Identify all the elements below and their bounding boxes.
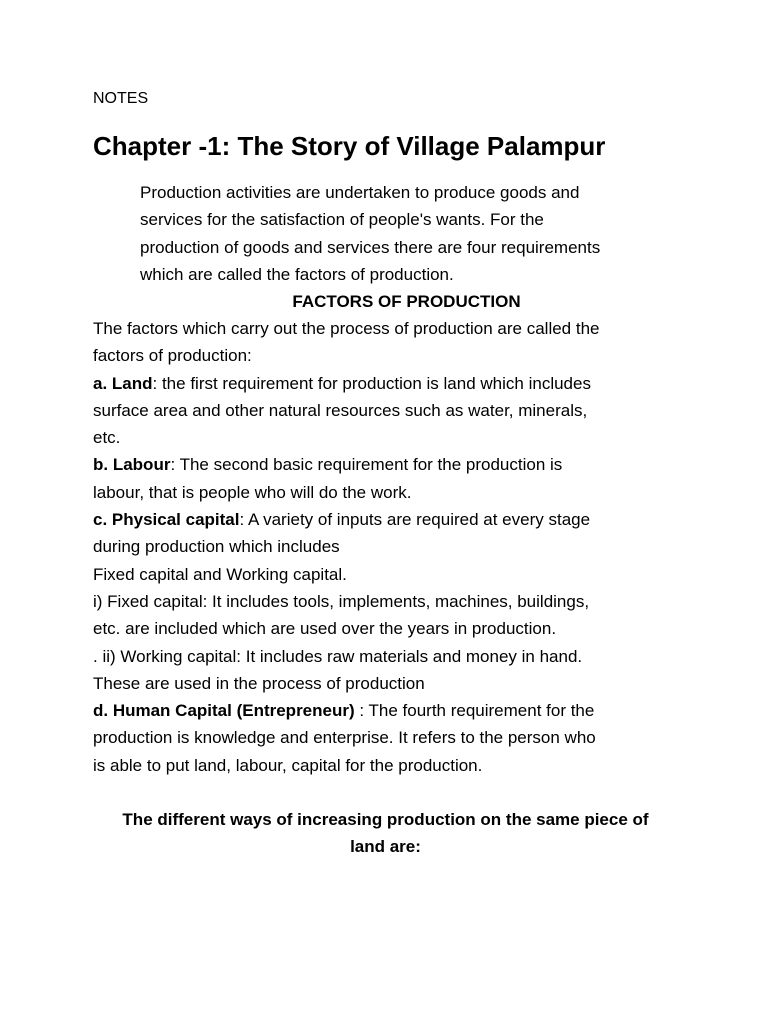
chapter-title: Chapter -1: The Story of Village Palampur	[93, 131, 606, 161]
notes-label: NOTES	[93, 90, 149, 107]
fixed-capital-line: i) Fixed capital: It includes tools, implements, machines, buildings,	[93, 591, 590, 611]
labour-label: b. Labour	[93, 455, 171, 475]
human-capital-line: is able to put land, labour, capital for the production.	[93, 755, 483, 775]
intro-paragraph	[140, 179, 670, 288]
land-text: : the first requirement for production is land which includes	[152, 373, 591, 393]
labour-line	[93, 451, 693, 478]
human-capital-text: : The fourth requirement for the	[354, 701, 595, 721]
working-capital-line: These are used in the process of production	[93, 673, 425, 693]
land-line: etc.	[93, 428, 121, 448]
physical-capital-line: Fixed capital and Working capital.	[93, 564, 347, 584]
labour-line: labour, that is people who will do the work.	[93, 482, 412, 502]
human-capital-line: production is knowledge and enterprise. It refers to the person who	[93, 728, 596, 748]
land-label: a. Land	[93, 373, 153, 393]
factors-heading: FACTORS OF PRODUCTION	[292, 292, 521, 311]
definition-line: The factors which carry out the process of production are called the	[93, 319, 600, 338]
ways-heading-line: The different ways of increasing production on the same piece of	[122, 810, 649, 829]
human-capital-line	[93, 697, 693, 724]
physical-capital-line: during production which includes	[93, 537, 340, 557]
fixed-capital-line: etc. are included which are used over the years in production.	[93, 619, 557, 639]
intro-line: which are called the factors of production.	[140, 264, 454, 284]
physical-capital-text: : A variety of inputs are required at every stage	[239, 510, 591, 530]
intro-line: services for the satisfaction of people's wants. For the	[140, 210, 544, 230]
factors-body	[93, 315, 693, 779]
working-capital-line: . ii) Working capital: It includes raw materials and money in hand.	[93, 646, 583, 666]
land-line: surface area and other natural resources such as water, minerals,	[93, 400, 588, 420]
physical-capital-line	[93, 506, 693, 533]
physical-capital-label: c. Physical capital	[93, 510, 240, 530]
intro-line: production of goods and services there are four requirements	[140, 237, 601, 257]
human-capital-label: d. Human Capital (Entrepreneur)	[93, 701, 355, 721]
ways-heading	[93, 806, 678, 861]
ways-heading-line: land are:	[350, 837, 421, 857]
labour-text: : The second basic requirement for the production is	[170, 455, 563, 475]
intro-line: Production activities are undertaken to produce goods and	[140, 183, 580, 202]
definition-line: factors of production:	[93, 346, 252, 366]
land-line	[93, 370, 693, 397]
